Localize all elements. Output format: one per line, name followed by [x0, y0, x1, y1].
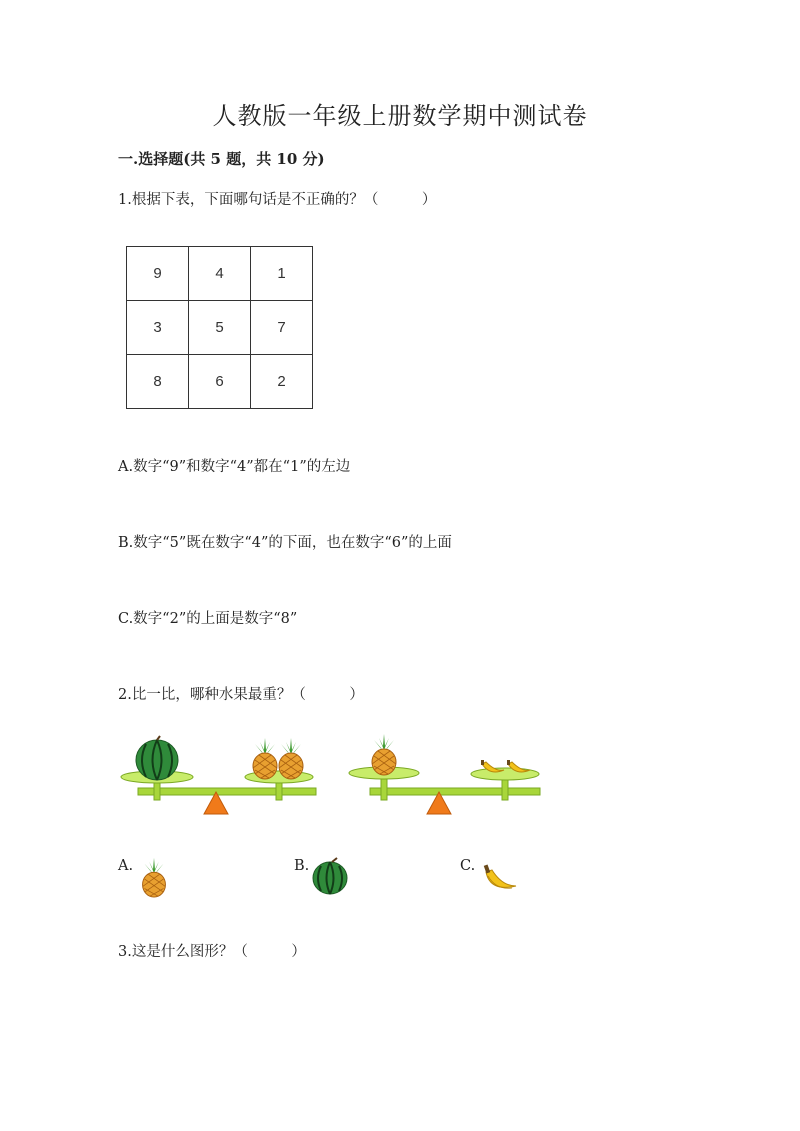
grid-cell: 2 [251, 355, 313, 409]
balance-scales-illustration [118, 734, 558, 818]
question-1-option-a[interactable]: A.数字“9”和数字“4”都在“1”的左边 [118, 459, 351, 475]
pineapple-icon [253, 738, 277, 779]
question-2-option-a-label[interactable]: A. [118, 858, 134, 874]
balance-scale-1 [121, 736, 316, 814]
grid-cell: 3 [127, 301, 189, 355]
pineapple-icon [279, 738, 303, 779]
balance-scale-2 [349, 734, 540, 814]
grid-cell: 5 [189, 301, 251, 355]
pineapple-icon[interactable] [136, 856, 172, 898]
grid-cell: 9 [127, 247, 189, 301]
pineapple-icon [372, 734, 396, 775]
grid-cell: 7 [251, 301, 313, 355]
question-3-stem: 3.这是什么图形？（ ） [118, 944, 306, 960]
question-1-option-c[interactable]: C.数字“2”的上面是数字“8” [118, 611, 298, 627]
page-title: 人教版一年级上册数学期中测试卷 [212, 102, 588, 130]
grid-cell: 8 [127, 355, 189, 409]
watermelon-icon[interactable] [310, 856, 350, 896]
question-2-option-c-label[interactable]: C. [460, 858, 476, 874]
question-1-option-b[interactable]: B.数字“5”既在数字“4”的下面，也在数字“6”的上面 [118, 535, 452, 551]
banana-icon[interactable] [478, 862, 520, 898]
grid-cell: 4 [189, 247, 251, 301]
question-2-stem: 2.比一比，哪种水果最重？（ ） [118, 687, 364, 703]
number-grid [126, 246, 313, 409]
watermelon-icon [136, 736, 178, 780]
grid-cell: 1 [251, 247, 313, 301]
grid-cell: 6 [189, 355, 251, 409]
question-1-stem: 1.根据下表，下面哪句话是不正确的？（ ） [118, 192, 437, 208]
section-heading: 一.选择题(共 5 题，共 10 分) [118, 150, 325, 168]
question-2-option-b-label[interactable]: B. [294, 858, 310, 874]
